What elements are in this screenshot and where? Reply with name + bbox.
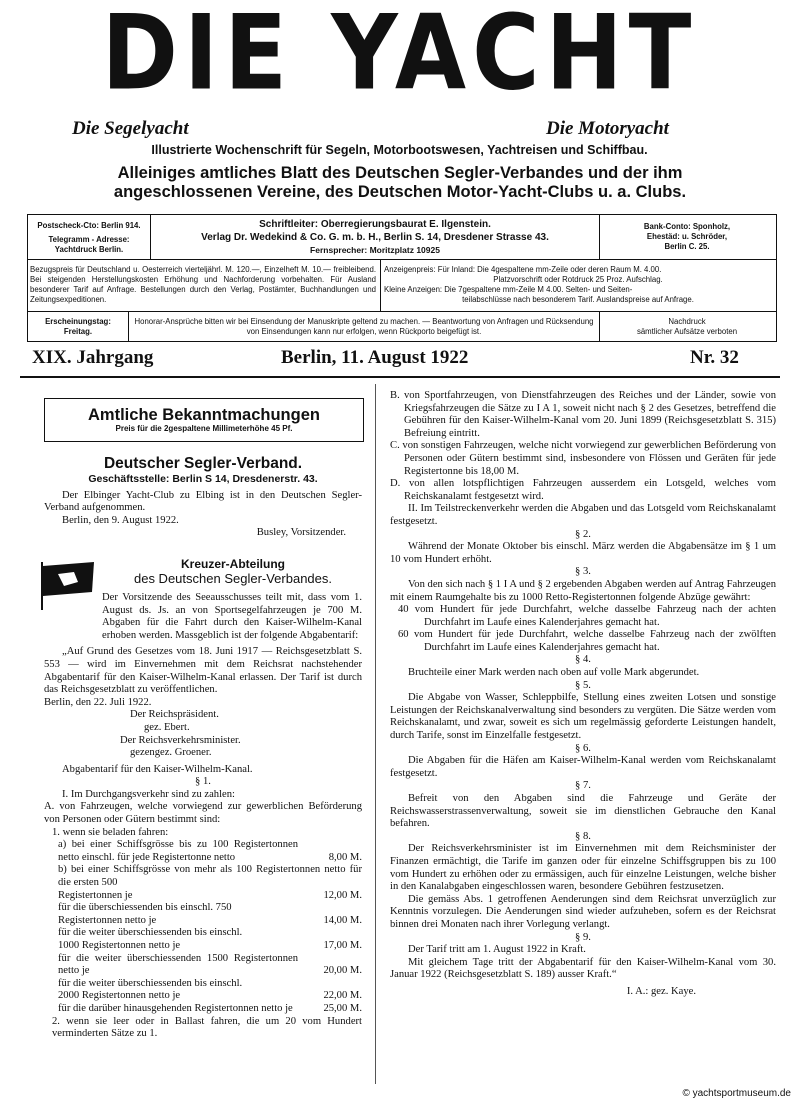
rp-2: gez. Ebert. — [144, 721, 190, 733]
s9: § 9. — [575, 931, 591, 943]
bezugspreis: Bezugspreis für Deutschland u. Oesterreich vierteljährl. M. 120.—, Einzelheft M. 10.— freibleibend. Bei steigenden Herstellungskosten Erhöhung und Nachforderung vorbehalten. Für Ausland besonderer Tarif auf Anfrage. Bestellungen durch den Verlag, Postämter, Buchhandlungen und Zeitungsexpeditionen. — [30, 265, 376, 304]
erscheinungstag — [30, 317, 126, 337]
tarif-a — [58, 839, 362, 864]
kreuzer-header — [44, 556, 362, 618]
para-B: B. von Sportfahrzeugen, von Dienstfahrzeugen des Reiches und der Länder, sowie von Kriegsfahrzeugen die Sätze zu I A 1, soweit nicht nach § 2 des Gesetzes, betreffend die Gebühren für den Kaiser-Wilhelm-Kanal vom 20. Juni 1899 (Reichsgesetzblatt S. 315) Befreiung eintritt. — [390, 390, 776, 439]
tarif-b2-text: Registertonnen je — [58, 889, 133, 901]
anzeigen-2: Platzvorschrift oder Rotdruck 25 Proz. Aufschlag. — [493, 275, 663, 284]
tarif-b9 — [58, 990, 362, 1003]
issue-date: Berlin, 11. August 1922 — [281, 347, 469, 368]
s5-text: Die Abgabe von Wasser, Schleppbilfe, Stellung eines zweiten Lotsen und sonstige Leistungen der Reichskanalverwaltung sind besonders zu vergüten. Die Sätze werden vom Reichskanalamt, und zwar, soweit es sich um regelmässig geforderte Leistungen handelt, durch Tarife, sonst im Einzelfalle festgesetzt. — [390, 692, 776, 742]
anzeigen-4: teilabschlüsse nach besonderem Tarif. Auslandspreise auf Anfrage. — [462, 295, 694, 304]
rp-3: Der Reichsverkehrsminister. — [120, 734, 241, 746]
tarif-b10-text: für die darüber hinausgehenden Registertonnen netto je — [58, 1002, 293, 1014]
amtliche-title: Amtliche Bekanntmachungen — [88, 406, 320, 424]
official-line — [20, 164, 780, 202]
tarif-b2-val: 12,00 M. — [323, 889, 362, 901]
schriftleiter: Schriftleiter: Oberregierungsbaurat E. Ilgenstein. — [259, 219, 491, 230]
tarif-b6-val: 17,00 M. — [323, 940, 362, 951]
para-C: C. von sonstigen Fahrzeugen, welche nicht vorwiegend zur gewerblichen Beförderung von Personen oder Gütern bestimmt sind, insbesondere von Flössen und Geräten für jede Registertonne bis 18,00 M. — [390, 440, 776, 477]
s3: § 3. — [575, 566, 591, 578]
tarif-b7-val: 20,00 M. — [323, 965, 362, 977]
s3-text: Von den sich nach § 1 I A und § 2 ergebenden Abgaben werden auf Antrag Fahrzeugen mit einem Raumgehalte bis zu 1000 Retto-Registertonnen folgende Abzüge gewährt: — [390, 578, 776, 603]
s6: § 6. — [575, 742, 591, 754]
s3-60: 60 vom Hundert für jede Durchfahrt, welche dasselbe Fahrzeug nach der zwölften Durchfahrt im Laufe eines Kalenderjahres gemacht hat. — [398, 629, 776, 653]
masthead-title: DIE YACHT — [101, 0, 698, 114]
rp-1: Der Reichspräsident. — [130, 709, 219, 721]
publisher-info-box — [27, 214, 777, 342]
bank-conto — [601, 222, 773, 252]
s4: § 4. — [575, 654, 591, 666]
dsv-office: Geschäftsstelle: Berlin S 14, Dresdenerstr. 43. — [88, 473, 318, 485]
tarif-b6 — [58, 940, 362, 953]
tarif-b7-text: für die weiter überschiessenden 1500 Registertonnen netto je — [58, 952, 298, 977]
s8-text-2: Die gemäss Abs. 1 getroffenen Aenderungen sind dem Reichsrat unverzüglich zur Kenntnis vorzulegen. Die Aenderungen sind wieder aufzuheben, sofern es der Reichsrat binnen drei Monaten nach ihrer Vorlegung verlangt. — [390, 893, 776, 930]
kreuzer-p1: Der Vorsitzende des Seeausschusses teilt mit, dass vom 1. August ds. Js. an von Sportsegelfahrzeugen je 700 M. Abgaben für die Fahrt durch den Kaiser-Wilhelm-Kanal erhoben werden. Massgeblich ist der folgende Abgabentarif: — [102, 591, 362, 641]
official-line-2: angeschlossenen Vereine, des Deutschen Motor-Yacht-Clubs u. a. Clubs. — [113, 183, 687, 201]
tarif-b4-text: Registertonnen netto je — [58, 914, 157, 926]
s8: § 8. — [575, 830, 591, 842]
s8-text-1: Der Reichsverkehrsminister ist im Einvernehmen mit dem Reichsminister der Finanzen ermächtigt, die Tarife im ganzen oder für einzelne Schiffsgruppen bis zu 100 vom Hundert zu erhöhen oder zu ermässigen, auch für einzelne Leistungen, welche bisher in den Kanalabgaben eingeschlossen waren, besondere Gebühren festzusetzen. — [390, 843, 776, 893]
postcheck — [30, 221, 148, 255]
verlag-info — [153, 218, 597, 257]
tarif-b5: für die weiter überschiessenden bis einschl. — [58, 927, 243, 939]
tarif-b6-text: 1000 Registertonnen netto je — [58, 940, 181, 951]
right-column — [390, 390, 776, 999]
nachdruck — [601, 317, 773, 337]
tarif-title: Abgabentarif für den Kaiser-Wilhelm-Kanal. — [62, 763, 253, 775]
subtitle-segelyacht: Die Segelyacht — [72, 118, 189, 139]
jahrgang: XIX. Jahrgang — [32, 347, 154, 368]
flag-icon — [40, 560, 96, 610]
telegramm-label: Telegramm - Adresse: — [48, 235, 130, 244]
kreuzer-2: des Deutschen Segler-Verbandes. — [133, 570, 332, 586]
tagline: Illustrierte Wochenschrift für Segeln, Motorbootswesen, Yachtreisen und Schiffbau. — [151, 143, 648, 157]
tarif-a-val: 8,00 M. — [328, 851, 362, 863]
s2: § 2. — [575, 528, 591, 540]
s3-40: 40 vom Hundert für jede Durchfahrt, welche dasselbe Fahrzeug nach der achten Durchfahrt im Laufe eines Kalenderjahres gemacht hat. — [398, 604, 776, 628]
tarif-b4 — [58, 915, 362, 928]
left-column — [44, 455, 362, 1041]
postcheck-text: Postscheck-Cto: Berlin 914. — [37, 221, 141, 230]
s2-text: Während der Monate Oktober bis einschl. März werden die Abgabensätze im § 1 um 10 vom Hundert erhöht. — [390, 541, 776, 565]
header-rule — [20, 376, 780, 378]
anzeigenpreis — [384, 265, 772, 305]
s7: § 7. — [575, 780, 591, 792]
tarif-b3: für die überschiessenden bis einschl. 750 — [58, 902, 232, 914]
tarif-b9-val: 22,00 M. — [323, 990, 362, 1002]
para-II: II. Im Teilstreckenverkehr werden die Abgaben und das Lotsgeld vom Reichskanalamt festgesetzt. — [390, 503, 776, 527]
final-sign: I. A.: gez. Kaye. — [626, 985, 696, 997]
nachdruck-2: sämtlicher Aufsätze verboten — [636, 327, 738, 336]
rp-4: gezengez. Groener. — [130, 747, 212, 759]
s5: § 5. — [575, 679, 591, 691]
honorar: Honorar-Ansprüche bitten wir bei Einsendung der Manuskripte geltend zu machen. — Beantwortung von Anfragen und Rücksendung von Einsendungen kann nur erfolgen, wenn Rückporto beigefügt ist. — [134, 317, 594, 336]
elbinger-text: Der Elbinger Yacht-Club zu Elbing ist in den Deutschen Segler-Verband aufgenommen. — [44, 489, 362, 514]
s9-text-1: Der Tarif tritt am 1. August 1922 in Kraft. — [408, 944, 586, 956]
anzeigen-3: Kleine Anzeigen: Die 7gespaltene mm-Zeile M 4.00. Selten- und Seiten- — [384, 285, 633, 294]
sign-1: Busley, Vorsitzender. — [256, 527, 346, 539]
bank-2: Ehestäd: u. Schröder, — [646, 232, 728, 241]
kreuzer-p2: „Auf Grund des Gesetzes vom 18. Juni 1917 — Reichsgesetzblatt S. 553 — wird im Einvernehmen mit dem Reichsrat nachstehender Abgabentarif für den Kaiser-Wilhelm-Kanal erlassen. Der Tarif ist durch das Reichsgesetzblatt zu veröffentlichen. — [44, 646, 362, 696]
date-1: Berlin, den 9. August 1922. — [62, 514, 179, 526]
para-D: D. von allen lotspflichtigen Fahrzeugen ausserdem ein Lotsgeld, welches vom Reichskanalamt festgesetzt wird. — [390, 478, 776, 502]
tarif-b4-val: 14,00 M. — [323, 914, 362, 926]
s7-text: Befreit von den Abgaben sind die Fahrzeuge und Geräte der Reichswasserstrassenverwaltung, soweit sie im dienstlichen Gebrauche den Kanal befahren. — [390, 793, 776, 830]
issue-number: Nr. 32 — [690, 347, 739, 368]
s1-2: 2. wenn sie leer oder in Ballast fahren, die um 20 vom Hundert verminderten Sätze zu 1. — [52, 1015, 362, 1040]
fernsprecher: Fernsprecher: Moritzplatz 10925 — [310, 245, 440, 255]
s6-text: Die Abgaben für die Häfen am Kaiser-Wilhelm-Kanal werden vom Reichskanalamt festgesetzt. — [390, 755, 776, 779]
museum-credit: © yachtsportmuseum.de — [682, 1088, 791, 1099]
bank-3: Berlin C. 25. — [664, 242, 710, 251]
dsv-title: Deutscher Segler-Verband. — [103, 455, 303, 472]
s1-A: A. von Fahrzeugen, welche vorwiegend zur gewerblichen Beförderung von Personen oder Gütern bestimmt sind: — [44, 801, 362, 826]
anzeigen-1: Anzeigenpreis: Für Inland: Die 4gespaltene mm-Zeile oder deren Raum M. 4.00. — [384, 265, 662, 274]
tarif-b1: b) bei einer Schiffsgrösse von mehr als 100 Registertonnen netto für die ersten 500 — [58, 864, 362, 889]
subtitle-motoryacht: Die Motoryacht — [546, 118, 669, 139]
s1: § 1. — [195, 776, 211, 788]
bank-1: Bank-Conto: Sponholz, — [643, 222, 731, 231]
tarif-b9-text: 2000 Registertonnen netto je — [58, 990, 181, 1002]
tarif-a-text: a) bei einer Schiffsgrösse bis zu 100 Registertonnen netto einschl. für jede Registertonne netto — [58, 839, 298, 863]
erscheinungstag-label: Erscheinungstag: — [45, 317, 111, 326]
s9-text-2: Mit gleichem Tage tritt der Abgabentarif für den Kaiser-Wilhelm-Kanal vom 30. Januar 1922 (Reichsgesetzblatt S. 189) ausser Kraft.“ — [390, 956, 776, 981]
tarif-b10-val: 25,00 M. — [323, 1002, 362, 1014]
tarif-b7 — [58, 953, 362, 978]
amtliche-sub: Preis für die 2gespaltene Millimeterhöhe 45 Pf. — [115, 424, 293, 433]
erscheinungstag-value: Freitag. — [63, 327, 93, 336]
tarif-b10 — [58, 1003, 362, 1016]
kreuzer-1: Kreuzer-Abteilung — [180, 556, 285, 571]
s4-text: Bruchteile einer Mark werden nach oben auf volle Mark abgerundet. — [408, 667, 700, 679]
s1-A1: 1. wenn sie beladen fahren: — [52, 826, 169, 838]
column-rule — [375, 384, 376, 1084]
verlag: Verlag Dr. Wedekind & Co. G. m. b. H., Berlin S. 14, Dresdener Strasse 43. — [201, 232, 549, 243]
tarif-b2 — [58, 890, 362, 903]
telegramm-value: Yachtdruck Berlin. — [54, 245, 124, 254]
s1-1: I. Im Durchgangsverkehr sind zu zahlen: — [62, 788, 235, 800]
tarif-b8: für die weiter überschiessenden bis einschl. — [58, 977, 243, 989]
tarif-list — [44, 839, 362, 1015]
nachdruck-1: Nachdruck — [668, 317, 706, 326]
official-line-1: Alleiniges amtliches Blatt des Deutschen Segler-Verbandes und der ihm — [117, 164, 683, 182]
amtliche-box — [44, 398, 364, 442]
date-2: Berlin, den 22. Juli 1922. — [44, 696, 152, 708]
